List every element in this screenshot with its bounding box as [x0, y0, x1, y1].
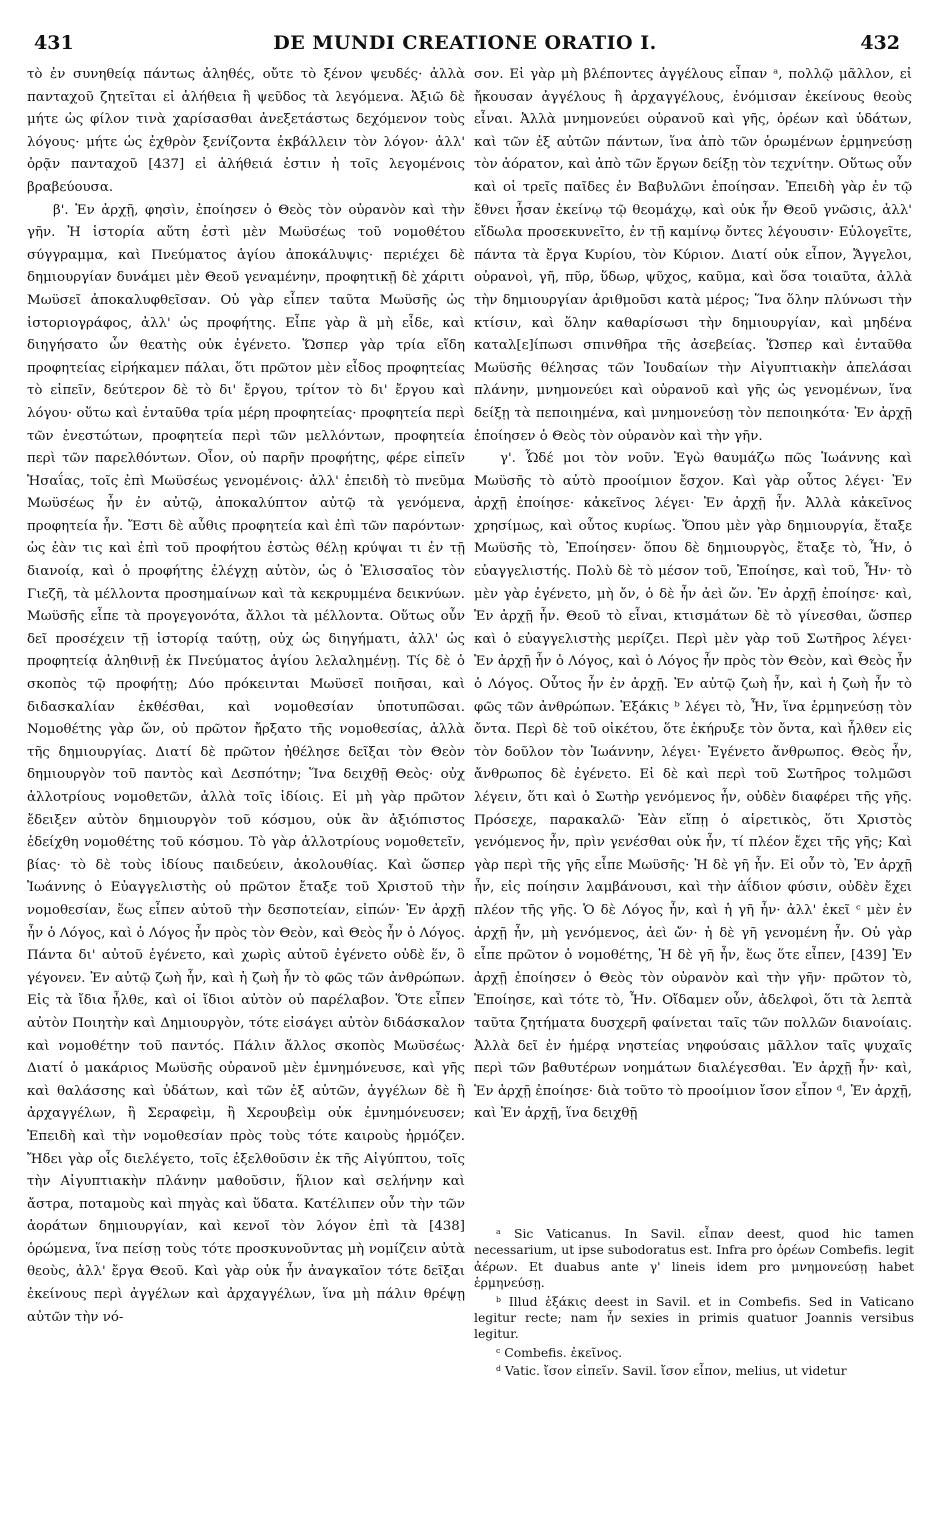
- paragraph: τὸ ἐν συνηθείᾳ πάντως ἀληθές, οὔτε τὸ ξένον ψευδές· ἀλλὰ πανταχοῦ ζητεῖται εἰ ἀλήθεια ἢ ψεῦδος τὰ λεγόμενα. Ἀξιῶ δὲ μήτε ὡς φίλον τινὰ χαρίσασθαι ἀνεξετάστως δεχόμενον τοὺς λόγους· μήτε ὡς ἐχθρὸν ξενίζοντα ἐκβάλλειν τὸν λόγον· ἀλλ' ὁρᾷν πανταχοῦ [437] εἰ ἀλήθειά ἐστιν ἡ τοῖς λεγομένοις βραβεύουσα.: [27, 67, 465, 195]
- paragraph: σον. Εἰ γὰρ μὴ βλέποντες ἀγγέλους εἶπαν ᵃ, πολλῷ μᾶλλον, εἰ ἤκουσαν ἀγγέλους ἢ ἀρχαγγέλους, ἐνόμισαν ἐκείνους θεοὺς εἶναι. Ἀλλὰ μνημονεύει οὐρανοῦ καὶ γῆς, ὀρέων καὶ ὑδάτων, καὶ τῶν ἐξ αὐτῶν πάντων, ἵνα ἀπὸ τῶν ὁρωμένων ἑρμηνεύσῃ τὸν ἀόρατον, καὶ ἀπὸ τῶν ἔργων δείξῃ τὸν τεχνίτην. Οὕτως οὖν καὶ οἱ τρεῖς παῖδες ἐν Βαβυλῶνι ἐποίησαν. Ἐπειδὴ γὰρ ἐν τῷ ἔθνει ἦσαν ἐκείνῳ τῷ θεομάχῳ, καὶ οὐκ ἦν Θεοῦ γνῶσις, ἀλλ' εἴδωλα προσεκυνεῖτο, ἐν τῇ καμίνῳ ὄντες λέγουσιν· Εὐλογεῖτε, πάντα τὰ ἔργα Κυρίου, τὸν Κύριον. Διατί οὐκ εἶπον, Ἄγγελοι, οὐρανοὶ, γῆ, πῦρ, ὕδωρ, ψῦχος, καῦμα, καὶ ὅσα τοιαῦτα, ἀλλὰ τὴν δημιουργίαν ἀριθμοῦσι κατὰ μέρος; Ἵνα ὅλην πλύνωσι τὴν κτίσιν, καὶ ὅλην καθαρίσωσι τὴν δημιουργίαν, καὶ μηδένα καταλ[ε]ίπωσι σπινθῆρα τῆς ἀσεβείας. Ὥσπερ καὶ ἐνταῦθα Μωϋσῆς θέλησας τῶν Ἰουδαίων τὴν Αἰγυπτιακὴν ἀπελάσαι πλάνην, μνημονεύει καὶ οὐρανοῦ καὶ γῆς ὡς γενομένων, ἵνα δείξῃ τὰ πεποιημένα, καὶ μνημονεύσῃ τὸν πεποιηκότα· Ἐν ἀρχῇ ἐποίησεν ὁ Θεὸς τὸν οὐρανὸν καὶ τὴν γῆν.: [474, 67, 912, 444]
- left-column: [27, 64, 465, 1530]
- footnote-a: ᵃ Sic Vaticanus. In Savil. εἶπαν deest, quod hic tamen necessarium, ut ipse subodoratus est. Infra pro ὀρέων Combefis. legit ἀέρων. Et duabus ante γ' lineis idem pro μνημονεύσῃ habet ἑρμηνεύσῃ.: [474, 1226, 914, 1291]
- running-title: DE MUNDI CREATIONE ORATIO I.: [273, 32, 657, 54]
- paragraph: β'. Ἐν ἀρχῇ, φησὶν, ἐποίησεν ὁ Θεὸς τὸν οὐρανὸν καὶ τὴν γῆν. Ἡ ἱστορία αὕτη ἐστὶ μὲν Μωϋσέως τοῦ νομοθέτου σύγγραμμα, καὶ Πνεύματος ἁγίου ἀποκάλυψις· περιέχει δὲ δημιουργίαν δυνάμει μὲν Θεοῦ γεναμένην, προφητικῇ δὲ χάριτι Μωϋσεῖ ἀποκαλυφθεῖσαν. Οὐ γὰρ εἶπεν ταῦτα Μωϋσῆς ὡς ἱστοριογράφος, ἀλλ' ὡς προφήτης. Εἶπε γὰρ ἃ μὴ εἶδε, καὶ διηγήσατο ὧν θεατὴς οὐκ ἐγένετο. Ὥσπερ γὰρ τρία εἴδη προφητείας εἰρήκαμεν πάλαι, ὅτι πρῶτον μὲν εἶδος προφητείας τὸ εἰπεῖν, δεύτερον δὲ τὸ δι' ἔργου, τρίτον τὸ δι' ἔργου καὶ λόγου· οὕτω καὶ ἐνταῦθα τρία μέρη προφητείας· προφητεία περὶ τῶν ἐνεστώτων, προφητεία περὶ τῶν μελλόντων, προφητεία περὶ τῶν παρελθόντων. Οἷον, οὐ παρῆν προφήτης, φέρε εἰπεῖν Ἡσαΐας, τοῖς ἐπὶ Μωϋσέως γενομένοις· ἀλλ' ἐπειδὴ τὸ πνεῦμα Μωϋσέως ἦν ἐν αὐτῷ, ἀποκαλύπτον αὐτῷ τὰ γενόμενα, προφητεία ἦν. Ἔστι δὲ αὖθις προφητεία καὶ ἐπὶ τῶν παρόντων· ὡς ἐὰν τις καὶ ἐπὶ τοῦ προφήτου ἑστὼς θέλῃ κρύψαι τι ἐν τῇ διανοίᾳ, καὶ ὁ προφήτης ἐλέγχῃ αὐτὸν, ὡς ὁ Ἐλισσαῖος τὸν Γιεζῆ, τὰ μέλλοντα προσημαίνων καὶ τὰ κεκρυμμένα δεικνύων. Μωϋσῆς εἶπε τὰ προγεγονότα, ἄλλοι τὰ μέλλοντα. Οὕτως οὖν δεῖ προσέχειν τῇ ἱστορίᾳ ταύτῃ, οὐχ ὡς διηγήματι, ἀλλ' ὡς προφητείᾳ ἀληθινῇ ἐκ Πνεύματος ἁγίου λελαλημένῃ. Τίς δὲ ὁ σκοπὸς τῷ προφήτῃ; Δύο πρόκεινται Μωϋσεῖ ποιῆσαι, καὶ διδασκαλίαν ἐκθέσθαι, καὶ νομοθεσίαν ὑποτυπῶσαι. Νομοθέτης γὰρ ὤν, οὐ πρῶτον ἤρξατο τῆς νομοθεσίας, ἀλλὰ τῆς δημιουργίας. Διατί δὲ πρῶτον ἠθέλησε δεῖξαι τὸν Θεὸν δημιουργὸν τοῦ παντὸς καὶ Δεσπότην; Ἵνα δειχθῇ Θεὸς· οὐχ ἀλλοτρίους νομοθετῶν, ἀλλὰ τοῖς ἰδίοις. Εἰ μὴ γὰρ πρῶτον ἔδειξεν αὐτὸν δημιουργὸν τοῦ κόσμου, οὐκ ἂν ἀξιόπιστος ἐδείχθη νομοθέτης τοῦ κόσμου. Τὸ γὰρ ἀλλοτρίους νομοθετεῖν, βίας· τὸ δὲ τοὺς ἰδίους παιδεύειν, ἀκολουθίας. Καὶ ὥσπερ Ἰωάννης ὁ Εὐαγγελιστὴς οὐ πρῶτον ἔταξε τοῦ Χριστοῦ τὴν νομοθεσίαν, ἕως εἶπεν αὐτοῦ τὴν δεσποτείαν, εἰπών· Ἐν ἀρχῇ ἦν ὁ Λόγος, καὶ ὁ Λόγος ἦν πρὸς τὸν Θεὸν, καὶ Θεὸς ἦν ὁ Λόγος. Πάντα δι' αὐτοῦ ἐγένετο, καὶ χωρὶς αὐτοῦ ἐγένετο οὐδὲ ἕν, ὃ γέγονεν. Ἐν αὐτῷ ζωὴ ἦν, καὶ ἡ ζωὴ ἦν τὸ φῶς τῶν ἀνθρώπων. Εἰς τὰ ἴδια ἦλθε, καὶ οἱ ἴδιοι αὐτὸν οὐ παρέλαβον. Ὅτε εἶπεν αὐτὸν Ποιητὴν καὶ Δημιουργὸν, τότε εἰσάγει αὐτὸν διδάσκαλον καὶ νομοθέτην τοῦ παντός. Πάλιν ἄλλος σκοπὸς Μωϋσέως· Διατί ὁ μακάριος Μωϋσῆς οὐρανοῦ μὲν ἐμνημόνευσε, καὶ γῆς καὶ θαλάσσης καὶ ὑδάτων, καὶ τῶν ἐξ αὐτῶν, ἀγγέλων δὲ ἢ ἀρχαγγέλων, ἢ Σεραφεὶμ, ἢ Χερουβεὶμ οὐκ ἐμνημόνευσεν; Ἐπειδὴ καὶ τὴν νομοθεσίαν πρὸς τοὺς τότε καιροὺς ἡρμόζεν. Ἤδει γὰρ οἷς διελέγετο, τοῖς ἐξελθοῦσιν ἐκ τῆς Αἰγύπτου, τοῖς τὴν Αἰγυπτιακὴν πλάνην μαθοῦσιν, ἥλιον καὶ σελήνην καὶ ἄστρα, ποταμοὺς καὶ πηγὰς καὶ ὕδατα. Κατέλιπεν οὖν τὴν τῶν ἀοράτων δημιουργίαν, καὶ κενοῖ τὸν λόγον ἐπὶ τὰ [438] ὁρώμενα, ἵνα πείσῃ τοὺς τότε προσκυνοῦντας μὴ νομίζειν αὐτὰ θεοὺς, ἀλλ' ἔργα Θεοῦ. Καὶ γὰρ οὐκ ἦν ἀναγκαῖον τότε δεῖξαι ἐκείνους περὶ ἀγγέλων καὶ ἀρχαγγέλων, ἵνα μὴ πάλιν θρέψῃ αὐτῶν τὴν νό-: [27, 202, 465, 1325]
- page-number-left: 431: [34, 32, 74, 54]
- footnote-c: ᶜ Combefis. ἐκεῖνος.: [496, 1344, 623, 1360]
- footnotes: [474, 1226, 914, 1382]
- footnote-d: ᵈ Vatic. ἴσον εἰπεῖν. Savil. ἴσον εἶπον, melius, ut videtur: [496, 1363, 847, 1379]
- page-header: [30, 32, 900, 62]
- paragraph: γ'. Ὧδέ μοι τὸν νοῦν. Ἐγὼ θαυμάζω πῶς Ἰωάννης καὶ Μωϋσῆς τὸ αὐτὸ προοίμιον ἔσχον. Καὶ γὰρ οὗτος λέγει· Ἐν ἀρχῇ ἐποίησε· κἀκεῖνος λέγει· Ἐν ἀρχῇ ἦν. Ἀλλὰ κἀκεῖνος χρησίμως, καὶ οὗτος κυρίως. Ὅπου μὲν γὰρ δημιουργία, ἔταξε Μωϋσῆς τὸ, Ἐποίησεν· ὅπου δὲ δημιουργὸς, ἔταξε τὸ, Ἦν, ὁ εὐαγγελιστής. Πολὺ δὲ τὸ μέσον τοῦ, Ἐποίησε, καὶ τοῦ, Ἦν· τὸ μὲν γὰρ ἐγένετο, μὴ ὄν, ὁ δὲ ἦν ἀεὶ ὤν. Ἐν ἀρχῇ ἐποίησε· καὶ, Ἐν ἀρχῇ ἦν. Θεοῦ τὸ εἶναι, κτισμάτων δὲ τὸ γίνεσθαι, ὥσπερ καὶ ὁ εὐαγγελιστὴς μερίζει. Περὶ μὲν γὰρ τοῦ Σωτῆρος λέγει· Ἐν ἀρχῇ ἦν ὁ Λόγος, καὶ ὁ Λόγος ἦν πρὸς τὸν Θεὸν, καὶ Θεὸς ἦν ὁ Λόγος. Οὗτος ἦν ἐν ἀρχῇ. Ἐν αὐτῷ ζωὴ ἦν, καὶ ἡ ζωὴ ἦν τὸ φῶς τῶν ἀνθρώπων. Ἑξάκις ᵇ λέγει τὸ, Ἦν, ἵνα ἑρμηνεύσῃ τὸν ὄντα. Περὶ δὲ τοῦ οἰκέτου, ὅτε ἐκήρυξε τὸν ὄντα, καὶ ἦλθεν εἰς τὸν δοῦλον τὸν Ἰωάννην, λέγει· Ἐγένετο ἄνθρωπος. Θεὸς ἦν, ἄνθρωπος δὲ ἐγένετο. Εἰ δὲ καὶ περὶ τοῦ Σωτῆρος τολμῶσι λέγειν, ὅτι καὶ ὁ Σωτὴρ γενόμενος ἦν, οὐδὲν διαφέρει τῆς γῆς. Πρόσεχε, παρακαλῶ· Ἐὰν εἴπῃ ὁ αἱρετικὸς, ὅτι Χριστὸς γενόμενος ἦν, πρὶν γενέσθαι οὐκ ἦν, τί πλέον ἔχει τῆς γῆς; Καὶ γὰρ περὶ τῆς γῆς εἶπε Μωϋσῆς· Ἡ δὲ γῆ ἦν. Εἰ οὖν τὸ, Ἐν ἀρχῇ ἦν, εἰς ποίησιν λαμβάνουσι, καὶ τὴν ἀΐδιον φύσιν, οὐδὲν ἔχει πλέον τῆς γῆς. Ὁ δὲ Λόγος ἦν, καὶ ἡ γῆ ἦν· ἀλλ' ἐκεῖ ᶜ μὲν ἐν ἀρχῇ ἦν, μὴ γενόμενος, ἀεὶ ὤν· ἡ δὲ γῆ γενομένη ἦν. Οὐ γὰρ εἶπε πρῶτον ὁ νομοθέτης, Ἡ δὲ γῆ ἦν, ἕως ὅτε εἶπεν, [439] Ἐν ἀρχῇ ἐποίησεν ὁ Θεὸς τὸν οὐρανὸν καὶ τὴν γῆν· πρῶτον τὸ, Ἐποίησε, καὶ τότε τὸ, Ἦν. Οἴδαμεν οὖν, ἀδελφοὶ, ὅτι τὰ λεπτὰ ταῦτα ζητήματα δυσχερῆ φαίνεται ταῖς τῶν πολλῶν διανοίαις. Ἀλλὰ δεῖ ἐν ἡμέρᾳ νηστείας νηφούσαις μᾶλλον ταῖς ψυχαῖς περὶ τῶν βαθυτέρων νοημάτων διαλέγεσθαι. Ἐν ἀρχῇ ἦν· καὶ, Ἐν ἀρχῇ ἐποίησε· διὰ τοῦτο τὸ προοίμιον ἴσον εἶπον ᵈ, Ἐν ἀρχῇ, καὶ Ἐν ἀρχῇ, ἵνα δειχθῇ: [474, 451, 912, 1122]
- right-column: [474, 64, 912, 1212]
- page-number-right: 432: [860, 32, 900, 54]
- footnote-b: ᵇ Illud ἑξάκις deest in Savil. et in Combefis. Sed in Vaticano legitur recte; nam ἦν sexies in primis quatuor Joannis versibus legitur.: [474, 1293, 914, 1342]
